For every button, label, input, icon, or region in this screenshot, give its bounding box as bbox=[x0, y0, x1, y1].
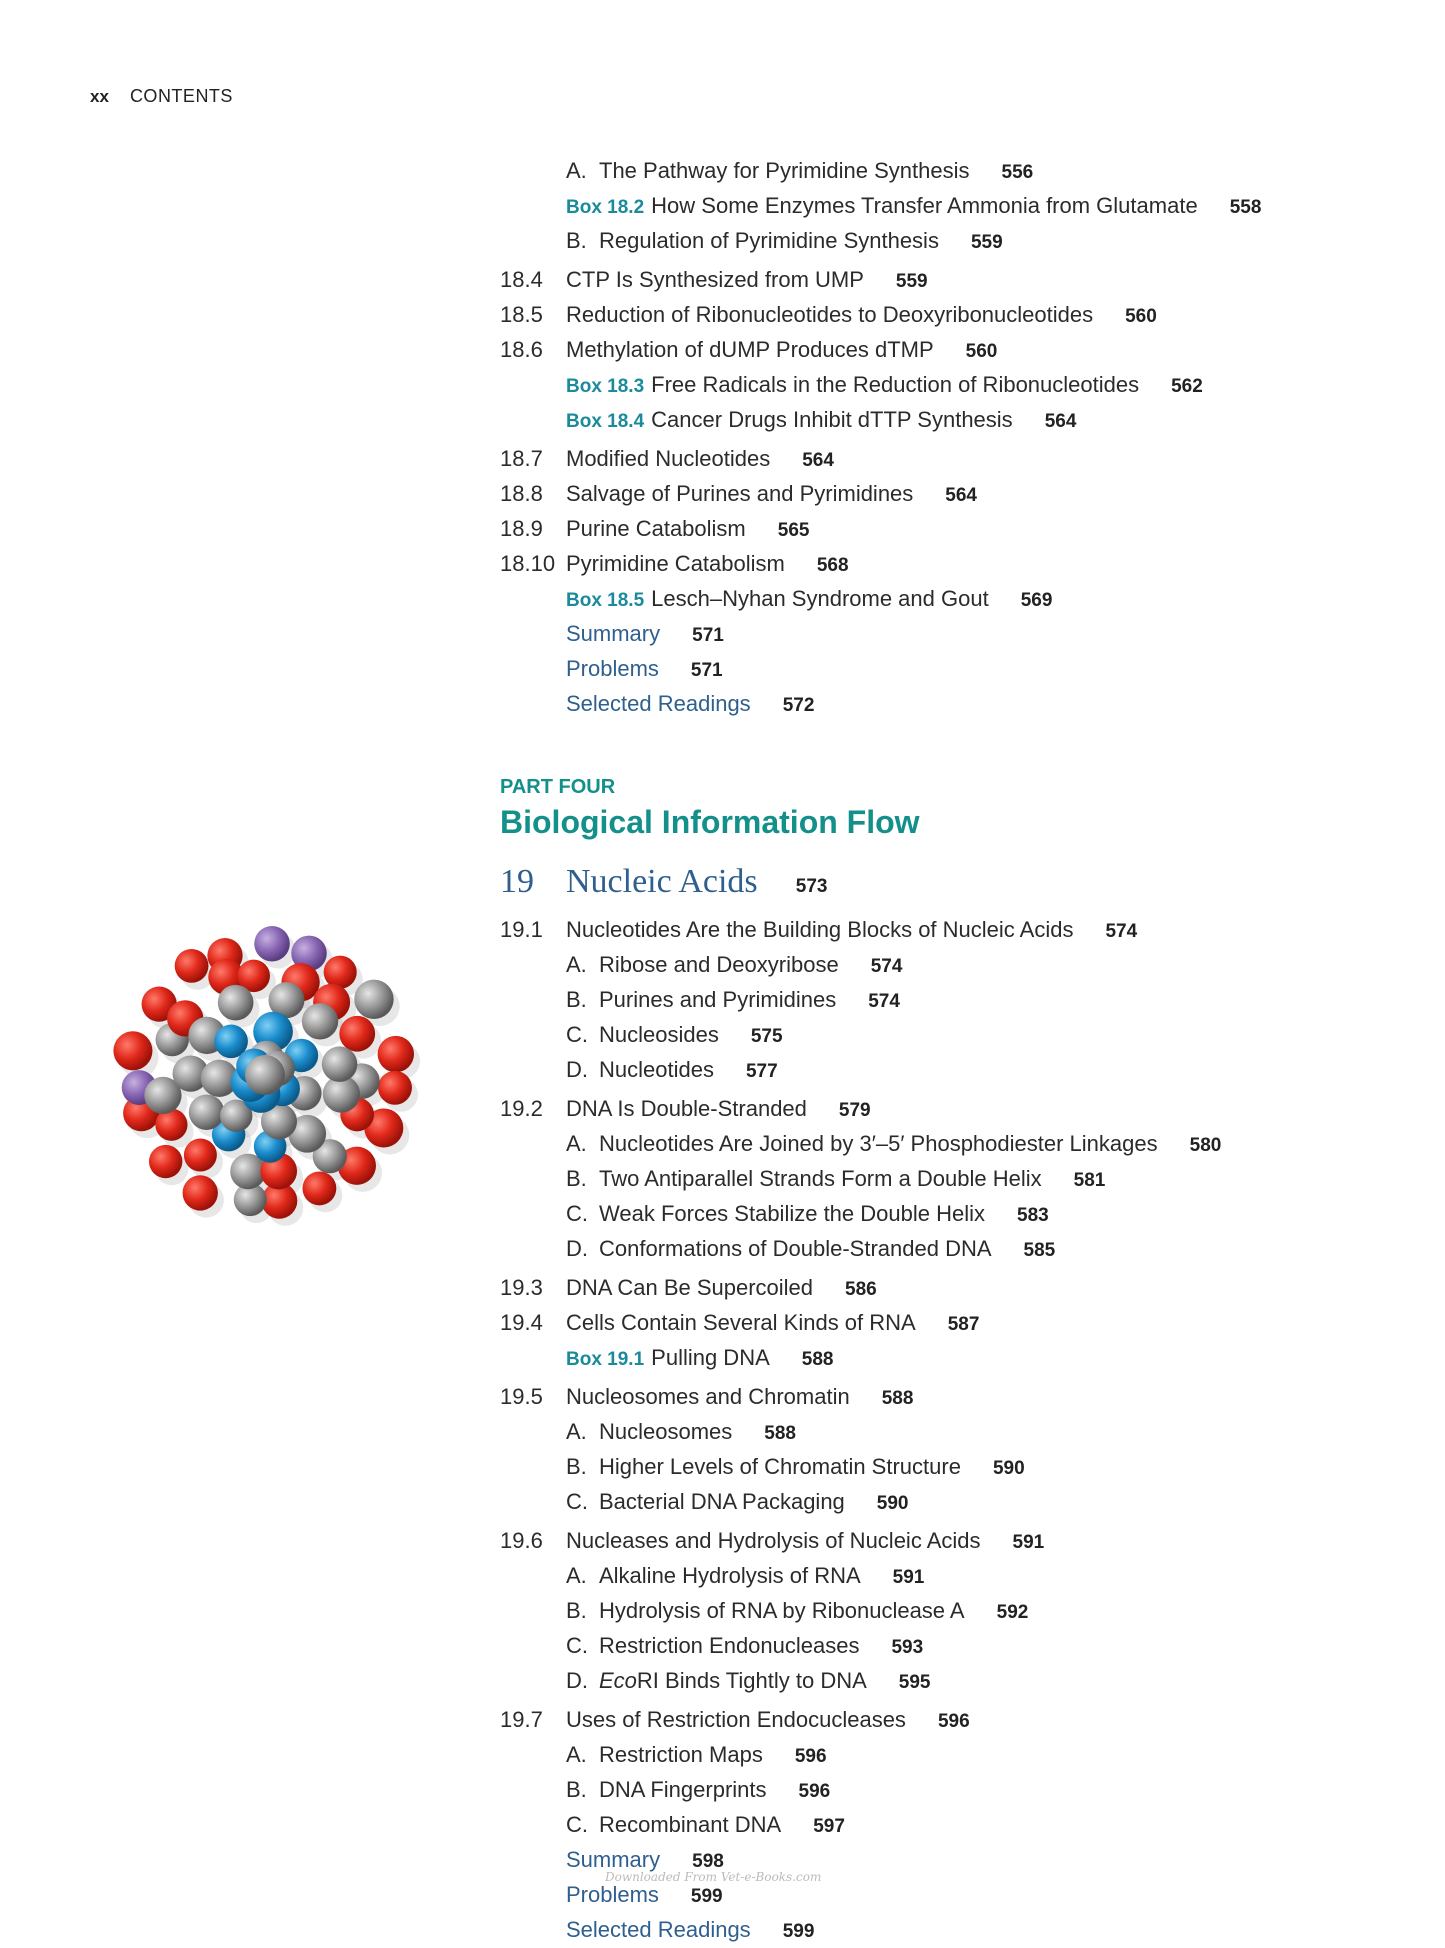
toc-entry[interactable] bbox=[500, 1773, 1400, 1808]
chapter-number: 19 bbox=[500, 863, 534, 900]
entry-page-number: 596 bbox=[794, 1746, 827, 1767]
atom-sphere bbox=[175, 949, 209, 983]
toc-entry[interactable] bbox=[500, 1664, 1400, 1699]
entry-page-number: 564 bbox=[1044, 411, 1077, 432]
subsection-letter: D. bbox=[566, 1057, 588, 1082]
entry-page-number: 574 bbox=[1105, 921, 1138, 942]
subsection-letter: C. bbox=[566, 1489, 588, 1514]
toc-entry[interactable] bbox=[500, 1524, 1400, 1559]
subsection-letter: A. bbox=[566, 1131, 587, 1156]
part-label: PART FOUR bbox=[500, 776, 616, 798]
subsection-letter: B. bbox=[566, 1777, 587, 1802]
entry-page-number: 586 bbox=[845, 1279, 877, 1300]
toc-entry[interactable] bbox=[500, 1629, 1400, 1664]
section-number: 19.7 bbox=[500, 1707, 543, 1732]
section-number: 19.5 bbox=[500, 1384, 543, 1409]
entry-title bbox=[566, 224, 939, 257]
subsection-letter: C. bbox=[566, 1812, 588, 1837]
toc-entry[interactable] bbox=[500, 224, 1400, 259]
entry-page-number: 596 bbox=[798, 1781, 831, 1802]
entry-title: CTP Is Synthesized from UMP bbox=[566, 267, 864, 292]
subsection-letter: A. bbox=[566, 1742, 587, 1767]
entry-title bbox=[566, 1415, 732, 1448]
atom-sphere bbox=[189, 1094, 225, 1130]
entry-link: Selected Readings bbox=[566, 1917, 751, 1942]
entry-title bbox=[566, 1450, 961, 1483]
toc-entry[interactable] bbox=[500, 477, 1400, 512]
entry-page-number: 585 bbox=[1023, 1240, 1056, 1261]
header-title: CONTENTS bbox=[129, 86, 233, 106]
running-header bbox=[90, 86, 233, 107]
entry-page-number: 598 bbox=[692, 1851, 724, 1872]
atom-sphere bbox=[354, 980, 393, 1019]
toc-entry[interactable] bbox=[500, 333, 1400, 368]
entry-link: Summary bbox=[566, 621, 661, 646]
entry-title: Nucleosomes and Chromatin bbox=[566, 1384, 850, 1409]
toc-entry[interactable] bbox=[500, 442, 1400, 477]
toc-entry[interactable] bbox=[500, 1092, 1400, 1127]
entry-title bbox=[566, 1053, 714, 1086]
entry-page-number: 560 bbox=[1125, 306, 1157, 327]
entry-title-text: Recombinant DNA bbox=[599, 1812, 782, 1837]
entry-title bbox=[566, 1559, 861, 1592]
toc-section-19 bbox=[500, 913, 1400, 1948]
entry-link: Problems bbox=[566, 1882, 659, 1907]
entry-title bbox=[566, 1197, 985, 1230]
subsection-letter: B. bbox=[566, 1166, 587, 1191]
entry-title bbox=[566, 1485, 845, 1518]
toc-entry[interactable] bbox=[500, 1271, 1400, 1306]
entry-title: Pyrimidine Catabolism bbox=[566, 551, 785, 576]
entry-page-number: 562 bbox=[1171, 376, 1203, 397]
entry-page-number: 575 bbox=[750, 1026, 783, 1047]
entry-page-number: 571 bbox=[692, 625, 724, 646]
entry-page-number: 565 bbox=[777, 520, 810, 541]
entry-page-number: 590 bbox=[992, 1458, 1025, 1479]
entry-title-text: Regulation of Pyrimidine Synthesis bbox=[599, 228, 939, 253]
entry-title-text: Nucleosides bbox=[599, 1022, 719, 1047]
subsection-letter: C. bbox=[566, 1633, 588, 1658]
entry-page-number: 595 bbox=[898, 1672, 931, 1693]
section-number: 19.3 bbox=[500, 1275, 543, 1300]
entry-title-text: Free Radicals in the Reduction of Ribonucleotides bbox=[651, 372, 1140, 397]
entry-page-number: 579 bbox=[838, 1100, 871, 1121]
part-title: Biological Information Flow bbox=[500, 804, 920, 840]
entry-page-number: 588 bbox=[881, 1388, 914, 1409]
toc-entry[interactable] bbox=[500, 154, 1400, 189]
entry-page-number: 580 bbox=[1189, 1135, 1222, 1156]
entry-title bbox=[566, 948, 839, 981]
entry-title: Reduction of Ribonucleotides to Deoxyribonucleotides bbox=[566, 302, 1094, 327]
entry-title: Nucleotides Are the Building Blocks of Nucleic Acids bbox=[566, 917, 1074, 942]
subsection-letter: A. bbox=[566, 1563, 587, 1588]
entry-title bbox=[566, 1018, 719, 1051]
entry-title bbox=[566, 1341, 770, 1376]
entry-title-text: The Pathway for Pyrimidine Synthesis bbox=[599, 158, 970, 183]
section-number: 18.5 bbox=[500, 302, 543, 327]
subsection-letter: A. bbox=[566, 158, 587, 183]
entry-title: DNA Can Be Supercoiled bbox=[566, 1275, 814, 1300]
entry-title-italic: Eco bbox=[599, 1668, 637, 1693]
entry-title-text: Two Antiparallel Strands Form a Double Helix bbox=[599, 1166, 1042, 1191]
entry-title: Modified Nucleotides bbox=[566, 446, 771, 471]
entry-title bbox=[566, 1232, 992, 1265]
toc-entry[interactable] bbox=[500, 1127, 1400, 1162]
entry-title-text: Purines and Pyrimidines bbox=[599, 987, 837, 1012]
chapter-heading[interactable] bbox=[500, 856, 1400, 913]
entry-page-number: 592 bbox=[996, 1602, 1029, 1623]
entry-title-text: DNA Fingerprints bbox=[599, 1777, 767, 1802]
toc-entry[interactable] bbox=[500, 1197, 1400, 1232]
atom-sphere bbox=[302, 1003, 338, 1039]
entry-title bbox=[566, 1738, 763, 1771]
entry-title-text: Hydrolysis of RNA by Ribonuclease A bbox=[599, 1598, 965, 1623]
section-number: 19.1 bbox=[500, 917, 543, 942]
atom-sphere bbox=[339, 1016, 375, 1052]
entry-page-number: 591 bbox=[1012, 1532, 1045, 1553]
entry-page-number: 581 bbox=[1073, 1170, 1106, 1191]
subsection-letter: B. bbox=[566, 987, 587, 1012]
toc-entry[interactable] bbox=[500, 913, 1400, 948]
entry-title bbox=[566, 1162, 1042, 1195]
atom-sphere bbox=[245, 1055, 285, 1095]
section-number: 18.8 bbox=[500, 481, 543, 506]
entry-title-text: Higher Levels of Chromatin Structure bbox=[599, 1454, 961, 1479]
toc-entry[interactable] bbox=[500, 298, 1400, 333]
entry-title-text: Lesch–Nyhan Syndrome and Gout bbox=[651, 586, 989, 611]
chapter-title: Nucleic Acids bbox=[566, 863, 758, 900]
section-number: 18.4 bbox=[500, 267, 543, 292]
toc-entry[interactable] bbox=[500, 1594, 1400, 1629]
entry-title-text: Restriction Maps bbox=[599, 1742, 763, 1767]
entry-page-number: 591 bbox=[892, 1567, 925, 1588]
section-number: 19.2 bbox=[500, 1096, 543, 1121]
toc-entry[interactable] bbox=[500, 263, 1400, 298]
entry-page-number: 560 bbox=[965, 341, 998, 362]
entry-page-number: 588 bbox=[764, 1423, 796, 1444]
entry-title-text: RI Binds Tightly to DNA bbox=[636, 1668, 867, 1693]
atom-sphere bbox=[113, 1031, 152, 1070]
toc-entry[interactable] bbox=[500, 512, 1400, 547]
toc-entry[interactable] bbox=[500, 547, 1400, 582]
toc-entry[interactable] bbox=[500, 1808, 1400, 1843]
entry-title: DNA Is Double-Stranded bbox=[566, 1096, 807, 1121]
section-number: 19.6 bbox=[500, 1528, 543, 1553]
atom-sphere bbox=[324, 956, 357, 989]
watermark: Downloaded From Vet-e-Books.com bbox=[605, 1870, 822, 1884]
subsection-letter: D. bbox=[566, 1668, 588, 1693]
entry-page-number: 574 bbox=[868, 991, 900, 1012]
section-number: 18.10 bbox=[500, 551, 556, 576]
atom-sphere bbox=[302, 1171, 336, 1205]
dna-space-filling-model-icon bbox=[105, 915, 445, 1255]
entry-title: Purine Catabolism bbox=[566, 516, 746, 541]
entry-title: Nucleases and Hydrolysis of Nucleic Acids bbox=[566, 1528, 981, 1553]
entry-page-number: 597 bbox=[813, 1816, 845, 1837]
entry-page-number: 571 bbox=[690, 660, 723, 681]
box-label: Box 18.2 bbox=[566, 197, 645, 218]
toc-entry[interactable] bbox=[500, 1485, 1400, 1520]
toc-entry[interactable] bbox=[500, 368, 1400, 403]
toc-entry[interactable] bbox=[500, 582, 1400, 617]
atom-sphere bbox=[218, 985, 254, 1021]
toc-entry[interactable] bbox=[500, 189, 1400, 224]
entry-title-text: Nucleotides bbox=[599, 1057, 714, 1082]
entry-page-number: 599 bbox=[690, 1886, 723, 1907]
atom-sphere bbox=[378, 1036, 414, 1072]
entry-title-text: Alkaline Hydrolysis of RNA bbox=[599, 1563, 861, 1588]
toc-entry[interactable] bbox=[500, 1053, 1400, 1088]
entry-title bbox=[566, 983, 836, 1016]
entry-title-text: Nucleotides Are Joined by 3′–5′ Phosphodiester Linkages bbox=[599, 1131, 1158, 1156]
entry-title bbox=[566, 1127, 1158, 1160]
section-number: 18.6 bbox=[500, 337, 543, 362]
entry-title: Methylation of dUMP Produces dTMP bbox=[566, 337, 934, 362]
entry-page-number: 587 bbox=[947, 1314, 980, 1335]
entry-page-number: 593 bbox=[891, 1637, 924, 1658]
atom-sphere bbox=[322, 1046, 358, 1082]
entry-title bbox=[566, 1808, 781, 1841]
table-of-contents bbox=[500, 154, 1400, 1948]
entry-title-text: Cancer Drugs Inhibit dTTP Synthesis bbox=[651, 407, 1013, 432]
toc-entry[interactable] bbox=[500, 1380, 1400, 1415]
entry-page-number: 583 bbox=[1017, 1205, 1049, 1226]
toc-entry[interactable] bbox=[500, 1018, 1400, 1053]
atom-sphere bbox=[184, 1139, 217, 1172]
toc-entry[interactable] bbox=[500, 1341, 1400, 1376]
toc-entry[interactable] bbox=[500, 1559, 1400, 1594]
entry-title bbox=[566, 189, 1198, 224]
toc-entry[interactable] bbox=[500, 948, 1400, 983]
entry-page-number: 577 bbox=[745, 1061, 778, 1082]
entry-title-text: Weak Forces Stabilize the Double Helix bbox=[599, 1201, 985, 1226]
entry-title bbox=[566, 582, 989, 617]
box-label: Box 19.1 bbox=[566, 1349, 645, 1370]
section-number: 18.9 bbox=[500, 516, 543, 541]
entry-page-number: 590 bbox=[876, 1493, 909, 1514]
entry-page-number: 568 bbox=[816, 555, 849, 576]
entry-title-text: How Some Enzymes Transfer Ammonia from Glutamate bbox=[651, 193, 1198, 218]
entry-page-number: 599 bbox=[782, 1921, 815, 1942]
entry-page-number: 588 bbox=[801, 1349, 834, 1370]
box-label: Box 18.5 bbox=[566, 590, 645, 611]
subsection-letter: C. bbox=[566, 1022, 588, 1047]
entry-page-number: 596 bbox=[937, 1711, 970, 1732]
chapter-page: 573 bbox=[795, 876, 828, 897]
subsection-letter: B. bbox=[566, 1454, 587, 1479]
toc-entry[interactable] bbox=[500, 1162, 1400, 1197]
atom-sphere bbox=[183, 1175, 218, 1210]
entry-page-number: 564 bbox=[945, 485, 977, 506]
subsection-letter: C. bbox=[566, 1201, 588, 1226]
entry-title bbox=[566, 368, 1139, 403]
toc-section-18 bbox=[500, 154, 1400, 722]
entry-title-text: Nucleosomes bbox=[599, 1419, 733, 1444]
entry-link: Summary bbox=[566, 1847, 661, 1872]
box-label: Box 18.4 bbox=[566, 411, 645, 432]
entry-page-number: 574 bbox=[870, 956, 903, 977]
entry-title bbox=[566, 403, 1013, 438]
entry-title-text: Conformations of Double-Stranded DNA bbox=[599, 1236, 992, 1261]
toc-entry[interactable] bbox=[500, 983, 1400, 1018]
toc-entry[interactable] bbox=[500, 403, 1400, 438]
entry-page-number: 572 bbox=[782, 695, 815, 716]
entry-page-number: 556 bbox=[1001, 162, 1034, 183]
toc-entry[interactable] bbox=[500, 687, 1400, 722]
entry-title: Uses of Restriction Endocucleases bbox=[566, 1707, 906, 1732]
toc-entry[interactable] bbox=[500, 1703, 1400, 1738]
entry-page-number: 559 bbox=[970, 232, 1003, 253]
entry-title bbox=[566, 1773, 767, 1806]
page-number: xx bbox=[90, 87, 109, 106]
entry-page-number: 564 bbox=[802, 450, 834, 471]
box-label: Box 18.3 bbox=[566, 376, 645, 397]
entry-title-text: Bacterial DNA Packaging bbox=[599, 1489, 845, 1514]
toc-entry[interactable] bbox=[500, 1415, 1400, 1450]
atom-sphere bbox=[378, 1071, 412, 1105]
subsection-letter: A. bbox=[566, 952, 587, 977]
entry-title bbox=[566, 1629, 859, 1662]
subsection-letter: D. bbox=[566, 1236, 588, 1261]
toc-entry[interactable] bbox=[500, 1232, 1400, 1267]
entry-title-text: Pulling DNA bbox=[651, 1345, 770, 1370]
entry-title bbox=[566, 154, 970, 187]
toc-entry[interactable] bbox=[500, 652, 1400, 687]
toc-entry[interactable] bbox=[500, 1913, 1400, 1948]
entry-title: Cells Contain Several Kinds of RNA bbox=[566, 1310, 916, 1335]
subsection-letter: B. bbox=[566, 228, 587, 253]
entry-link: Selected Readings bbox=[566, 691, 751, 716]
subsection-letter: B. bbox=[566, 1598, 587, 1623]
entry-page-number: 569 bbox=[1020, 590, 1053, 611]
section-number: 18.7 bbox=[500, 446, 543, 471]
entry-page-number: 558 bbox=[1229, 197, 1262, 218]
entry-title: Salvage of Purines and Pyrimidines bbox=[566, 481, 914, 506]
toc-entry[interactable] bbox=[500, 1738, 1400, 1773]
entry-page-number: 559 bbox=[895, 271, 928, 292]
entry-title-text: Ribose and Deoxyribose bbox=[599, 952, 839, 977]
entry-link: Problems bbox=[566, 656, 659, 681]
entry-title bbox=[566, 1594, 965, 1627]
section-number: 19.4 bbox=[500, 1310, 543, 1335]
toc-entry[interactable] bbox=[500, 1306, 1400, 1341]
atom-sphere bbox=[254, 926, 290, 962]
entry-title bbox=[566, 1664, 867, 1697]
toc-entry[interactable] bbox=[500, 617, 1400, 652]
entry-title-text: Restriction Endonucleases bbox=[599, 1633, 860, 1658]
toc-entry[interactable] bbox=[500, 1450, 1400, 1485]
atom-sphere bbox=[149, 1145, 182, 1178]
subsection-letter: A. bbox=[566, 1419, 587, 1444]
